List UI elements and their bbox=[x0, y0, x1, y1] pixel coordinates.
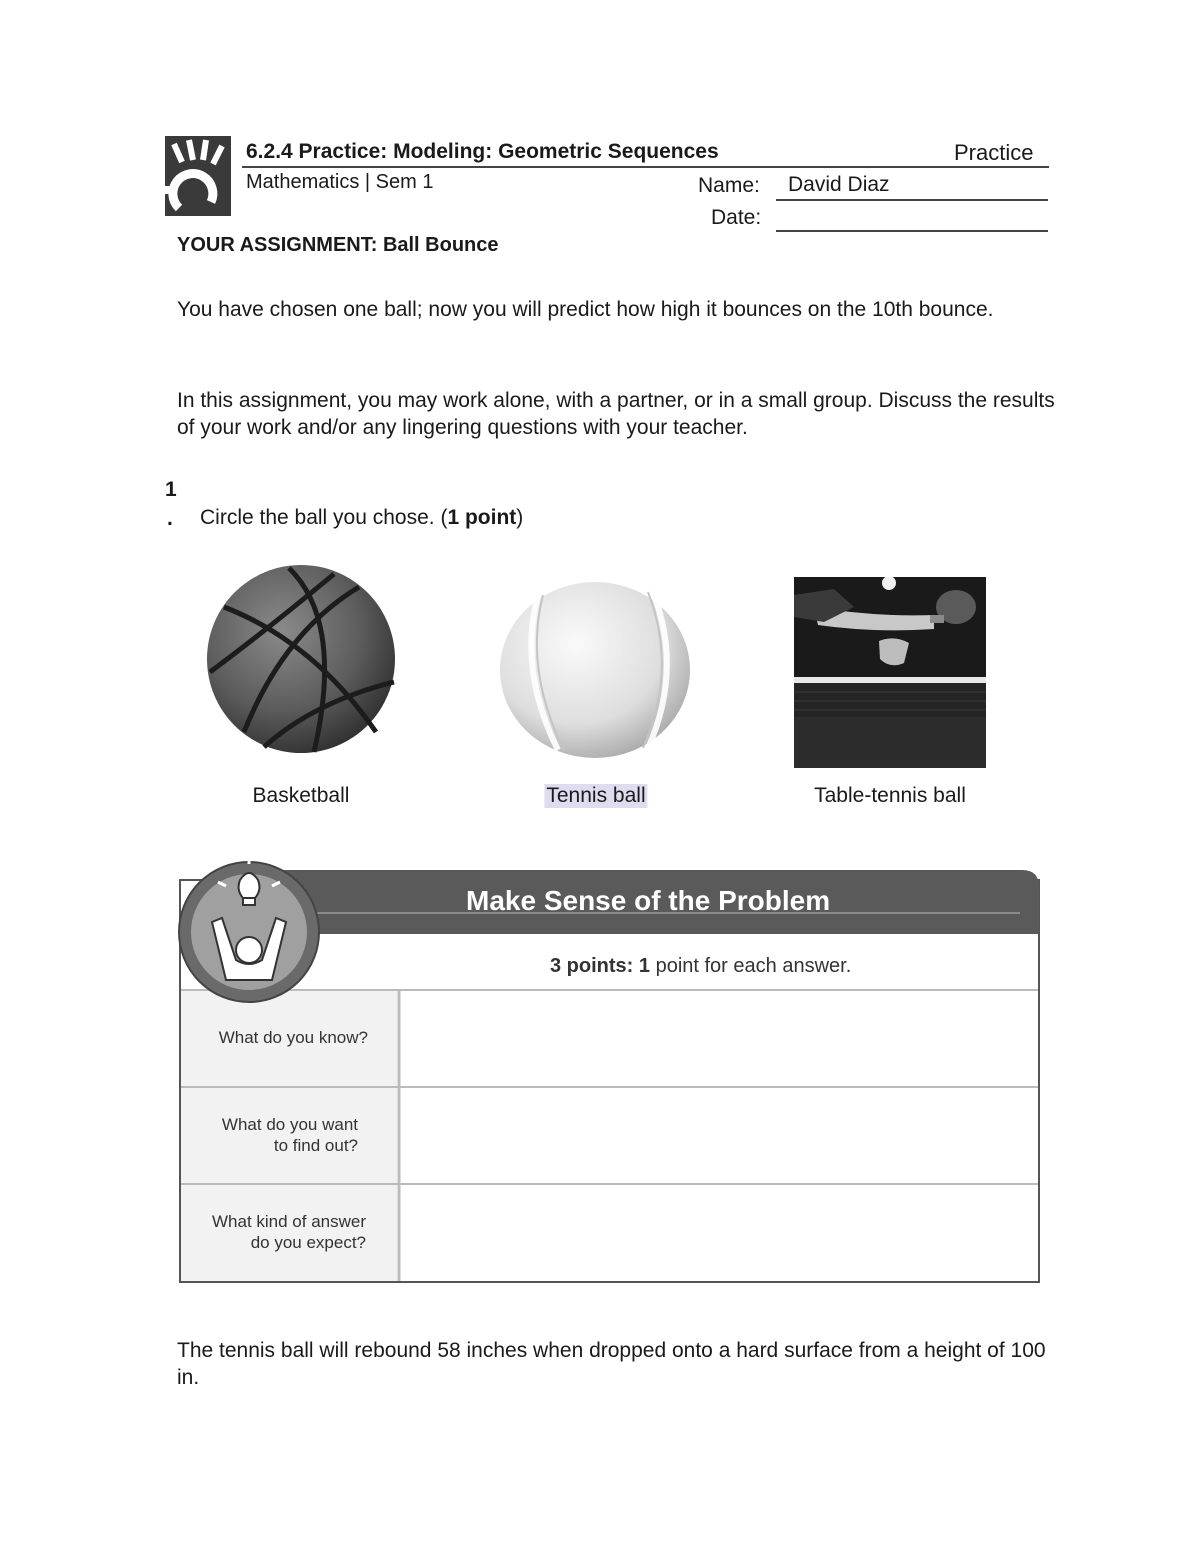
question-number: 1 bbox=[165, 478, 177, 501]
name-label: Name: bbox=[698, 174, 760, 197]
school-logo-icon bbox=[165, 136, 231, 216]
row-label-find-out: What do you want to find out? bbox=[221, 1115, 358, 1155]
header-divider bbox=[242, 166, 1049, 168]
date-label: Date: bbox=[711, 206, 762, 229]
table-tennis-image[interactable] bbox=[794, 577, 986, 768]
problem-statement: The tennis ball will rebound 58 inches when dropped onto a hard surface from a height of 100 in. bbox=[177, 1339, 1046, 1389]
tennis-ball-image[interactable] bbox=[498, 580, 692, 760]
row-label-expect: What kind of answer do you expect? bbox=[211, 1212, 366, 1252]
course-subtitle: Mathematics | Sem 1 bbox=[246, 171, 434, 193]
date-field[interactable] bbox=[776, 230, 1048, 232]
table-tennis-label[interactable]: Table-tennis ball bbox=[814, 784, 966, 807]
points-instruction bbox=[550, 955, 851, 978]
assignment-heading: YOUR ASSIGNMENT: Ball Bounce bbox=[177, 234, 499, 256]
answer-cell-find-out[interactable] bbox=[402, 1090, 1036, 1184]
name-underline bbox=[776, 199, 1048, 201]
tennis-ball-label[interactable]: Tennis ball bbox=[546, 784, 646, 807]
basketball-label[interactable]: Basketball bbox=[252, 784, 350, 807]
basketball-image[interactable] bbox=[204, 562, 398, 756]
question-text-prefix: Circle the ball you chose. ( bbox=[200, 506, 448, 529]
document-type: Practice bbox=[954, 140, 1034, 165]
question-number-dot: . bbox=[167, 507, 173, 530]
assignment-intro: You have chosen one ball; now you will predict how high it bounces on the 10th bounce. bbox=[177, 298, 994, 321]
page-title: 6.2.4 Practice: Modeling: Geometric Sequences bbox=[246, 140, 719, 163]
question-text-suffix: ) bbox=[516, 506, 524, 529]
points-rest: point for each answer. bbox=[650, 955, 852, 977]
row-label-know: What do you know? bbox=[218, 1028, 368, 1047]
answer-cell-know[interactable] bbox=[402, 993, 1036, 1087]
name-field[interactable]: David Diaz bbox=[788, 173, 890, 196]
question-text bbox=[200, 506, 523, 530]
points-bold: 3 points: 1 bbox=[550, 955, 651, 977]
answer-cell-expect[interactable] bbox=[402, 1187, 1036, 1281]
assignment-instructions: In this assignment, you may work alone, with a partner, or in a small group. Discuss the results of your work and/or any lingering questions with your teacher. bbox=[177, 389, 1055, 439]
question-points: 1 point bbox=[447, 506, 517, 529]
problem-box-title: Make Sense of the Problem bbox=[466, 885, 831, 916]
